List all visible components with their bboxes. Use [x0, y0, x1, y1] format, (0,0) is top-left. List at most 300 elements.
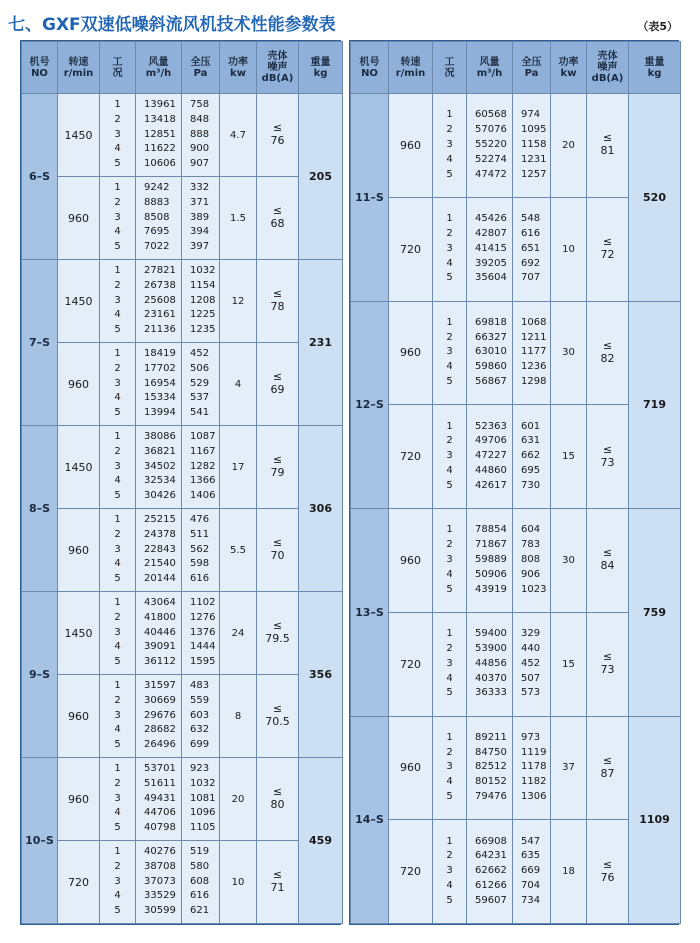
pressure-value: 1225: [190, 309, 216, 321]
airflow-value: 60568: [475, 109, 507, 121]
condition-value: 4: [446, 361, 453, 373]
speed-row: [22, 343, 343, 426]
airflow-value: 21540: [144, 558, 176, 570]
le-symbol: ≤: [272, 370, 283, 383]
header-airflow-line: 风量: [148, 56, 169, 68]
pressure-value: 371: [190, 196, 210, 208]
airflow-value: 39205: [475, 257, 507, 269]
pressure-cell: [182, 509, 220, 592]
airflow-value: 49431: [144, 792, 176, 804]
pressure-value: 547: [521, 835, 541, 847]
header-power-line: 功率: [558, 56, 579, 68]
power-cell: 12: [220, 260, 257, 343]
condition-value: 1: [114, 182, 121, 193]
header-noise-line: 噪声: [597, 62, 618, 73]
noise-value: 69: [270, 383, 285, 396]
weight-cell: 231: [299, 260, 343, 426]
speed-cell: 960: [389, 94, 433, 198]
noise-cell: [257, 675, 299, 758]
condition-value: 3: [114, 626, 121, 638]
header-airflow: [136, 42, 182, 94]
airflow-cell: [136, 841, 182, 924]
le-symbol: ≤: [272, 453, 283, 466]
pressure-value: 452: [521, 657, 541, 669]
airflow-value: 26496: [144, 739, 176, 751]
airflow-value: 23161: [144, 309, 176, 321]
le-symbol: ≤: [602, 546, 613, 560]
airflow-cell: [136, 592, 182, 675]
pressure-value: 608: [190, 875, 210, 887]
airflow-cell: [136, 177, 182, 260]
condition-value: 3: [446, 138, 453, 150]
header-power: [220, 42, 257, 94]
condition-value: 3: [114, 294, 121, 306]
speed-row: [22, 592, 343, 675]
airflow-value: 33529: [144, 890, 176, 902]
header-weight-line: 重量: [644, 56, 665, 68]
noise-cell: [587, 612, 629, 716]
noise-cell: [587, 820, 629, 924]
header-weight-line: 重量: [310, 56, 331, 68]
noise-cell: [587, 301, 629, 405]
airflow-value: 8508: [144, 211, 170, 223]
speed-cell: 1450: [58, 592, 100, 675]
header-noise-line: 壳体: [267, 51, 288, 62]
speed-cell: 960: [58, 509, 100, 592]
header-weight: [299, 42, 343, 94]
speed-row: [22, 675, 343, 758]
condition-value: 5: [114, 324, 121, 336]
airflow-value: 32534: [144, 475, 176, 487]
pressure-value: 621: [190, 905, 210, 917]
condition-value: 1: [446, 835, 453, 847]
pressure-value: 907: [190, 158, 210, 170]
speed-cell: 960: [389, 301, 433, 405]
airflow-value: 36112: [144, 656, 176, 668]
airflow-cell: [136, 260, 182, 343]
condition-value: 2: [114, 113, 121, 125]
pressure-cell: [513, 509, 551, 613]
condition-value: 3: [114, 460, 121, 472]
airflow-value: 27821: [144, 265, 176, 276]
airflow-value: 42807: [475, 227, 507, 239]
pressure-value: 603: [190, 709, 210, 721]
airflow-cell: [467, 820, 513, 924]
pressure-value: 635: [521, 850, 541, 862]
page-title: 七、GXF双速低噪斜流风机技术性能参数表: [8, 15, 336, 35]
power-cell: 15: [551, 405, 587, 509]
noise-cell: [587, 716, 629, 820]
pressure-value: 974: [521, 109, 541, 121]
condition-value: 2: [446, 850, 453, 862]
condition-value: 3: [114, 377, 121, 389]
condition-value: 2: [446, 539, 453, 551]
pressure-value: 758: [190, 99, 210, 110]
speed-row: [22, 758, 343, 841]
pressure-value: 598: [190, 558, 210, 570]
power-cell: 1.5: [220, 177, 257, 260]
header-weight-line: kg: [647, 67, 662, 79]
header-pressure-line: 全压: [521, 56, 542, 68]
airflow-value: 30669: [144, 694, 176, 706]
condition-value: 5: [114, 656, 121, 668]
header-airflow-line: m³/h: [476, 67, 503, 79]
airflow-value: 28682: [144, 724, 176, 736]
condition-value: 1: [446, 731, 453, 743]
airflow-value: 30426: [144, 490, 176, 502]
condition-value: 3: [114, 709, 121, 721]
le-symbol: ≤: [272, 868, 283, 881]
noise-cell: [257, 426, 299, 509]
airflow-value: 17702: [144, 362, 176, 374]
pressure-value: 1444: [190, 641, 216, 653]
noise-value: 78: [270, 300, 285, 313]
condition-value: 1: [114, 265, 121, 276]
noise-value: 80: [270, 798, 285, 811]
airflow-value: 84750: [475, 746, 507, 758]
pressure-cell: [182, 841, 220, 924]
speed-row: [22, 426, 343, 509]
condition-value: 2: [446, 642, 453, 654]
condition-value: 4: [114, 143, 121, 155]
condition-value: 2: [114, 445, 121, 457]
pressure-cell: [182, 260, 220, 343]
airflow-value: 20144: [144, 573, 176, 585]
noise-value: 73: [600, 663, 615, 677]
pressure-value: 848: [190, 113, 210, 125]
airflow-value: 10606: [144, 158, 176, 170]
condition-value: 1: [114, 846, 121, 857]
condition-cell: [100, 509, 136, 592]
power-cell: 8: [220, 675, 257, 758]
condition-value: 3: [446, 346, 453, 358]
airflow-cell: [136, 94, 182, 177]
airflow-value: 11622: [144, 143, 176, 155]
weight-cell: 356: [299, 592, 343, 758]
condition-value: 3: [446, 450, 453, 462]
condition-value: 3: [114, 792, 121, 804]
noise-cell: [587, 94, 629, 198]
header-model-line: 机号: [359, 56, 380, 68]
le-symbol: ≤: [602, 442, 613, 456]
header-noise-line: dB(A): [591, 73, 624, 84]
condition-value: 5: [446, 791, 453, 803]
condition-value: 4: [114, 558, 121, 570]
airflow-cell: [136, 509, 182, 592]
header-condition-line: 工: [112, 56, 123, 68]
noise-value: 76: [600, 870, 615, 884]
header-speed-line: 转速: [400, 56, 421, 68]
airflow-value: 34502: [144, 460, 176, 472]
header-model-line: NO: [361, 67, 378, 79]
pressure-value: 1231: [521, 153, 547, 165]
pressure-value: 704: [521, 880, 541, 892]
power-cell: 30: [551, 509, 587, 613]
model-cell: 10–S: [22, 758, 58, 924]
le-symbol: ≤: [272, 785, 283, 798]
pressure-value: 1177: [521, 346, 547, 358]
pressure-value: 1102: [190, 597, 216, 608]
airflow-value: 53900: [475, 642, 507, 654]
condition-value: 5: [446, 687, 453, 699]
airflow-value: 40446: [144, 626, 176, 638]
condition-value: 1: [446, 628, 453, 640]
airflow-value: 52274: [475, 153, 507, 165]
airflow-value: 64231: [475, 850, 507, 862]
table-number: （表5）: [637, 20, 678, 33]
airflow-value: 45426: [475, 213, 507, 225]
condition-cell: [433, 716, 467, 820]
noise-value: 70.5: [265, 715, 290, 728]
header-speed-line: r/min: [395, 67, 426, 79]
model-cell: 8–S: [22, 426, 58, 592]
airflow-value: 36821: [144, 445, 176, 457]
pressure-value: 616: [521, 227, 541, 239]
pressure-value: 1095: [521, 124, 547, 136]
airflow-value: 25215: [144, 514, 176, 525]
header-condition-line: 况: [444, 67, 455, 79]
header-power: [551, 42, 587, 94]
le-symbol: ≤: [602, 235, 613, 249]
pressure-value: 559: [190, 694, 210, 706]
condition-value: 2: [114, 777, 121, 789]
pressure-value: 507: [521, 672, 541, 684]
noise-cell: [257, 592, 299, 675]
airflow-value: 40276: [144, 846, 176, 857]
airflow-value: 8883: [144, 196, 170, 208]
airflow-value: 13418: [144, 113, 176, 125]
speed-cell: 960: [58, 343, 100, 426]
pressure-cell: [513, 612, 551, 716]
header-noise-line: 噪声: [267, 62, 288, 73]
airflow-cell: [467, 405, 513, 509]
airflow-value: 13961: [144, 99, 176, 110]
condition-cell: [433, 405, 467, 509]
pressure-value: 1595: [190, 656, 216, 668]
condition-value: 5: [114, 822, 121, 834]
weight-cell: 719: [629, 301, 681, 509]
condition-value: 2: [446, 331, 453, 343]
pressure-value: 1081: [190, 792, 216, 804]
airflow-value: 29676: [144, 709, 176, 721]
airflow-value: 50906: [475, 568, 507, 580]
le-symbol: ≤: [602, 338, 613, 352]
header-airflow-line: m³/h: [145, 67, 172, 79]
condition-value: 1: [114, 431, 121, 442]
condition-value: 4: [114, 807, 121, 819]
header-pressure: [182, 42, 220, 94]
header-model: [22, 42, 58, 94]
condition-value: 2: [446, 227, 453, 239]
pressure-value: 1257: [521, 168, 547, 180]
pressure-value: 1208: [190, 294, 216, 306]
airflow-value: 43064: [144, 597, 176, 608]
airflow-value: 56867: [475, 376, 507, 388]
airflow-value: 51611: [144, 777, 176, 789]
airflow-value: 36333: [475, 687, 507, 699]
pressure-value: 562: [190, 543, 210, 555]
condition-value: 3: [446, 242, 453, 254]
weight-cell: 520: [629, 94, 681, 302]
speed-row: [351, 94, 681, 198]
condition-value: 5: [446, 272, 453, 284]
condition-value: 5: [114, 739, 121, 751]
airflow-value: 40798: [144, 822, 176, 834]
pressure-value: 601: [521, 420, 541, 432]
condition-value: 1: [446, 109, 453, 121]
airflow-value: 38708: [144, 860, 176, 872]
header-condition: [433, 42, 467, 94]
condition-value: 5: [114, 905, 121, 917]
condition-cell: [100, 592, 136, 675]
pressure-value: 394: [190, 226, 210, 238]
condition-value: 2: [446, 746, 453, 758]
pressure-value: 1087: [190, 431, 216, 442]
speed-cell: 960: [389, 509, 433, 613]
pressure-value: 1211: [521, 331, 547, 343]
condition-cell: [100, 841, 136, 924]
condition-cell: [100, 758, 136, 841]
pressure-value: 452: [190, 348, 210, 359]
airflow-value: 39091: [144, 641, 176, 653]
airflow-value: 42617: [475, 479, 507, 491]
le-symbol: ≤: [602, 857, 613, 871]
condition-cell: [100, 260, 136, 343]
condition-value: 4: [114, 309, 121, 321]
pressure-value: 631: [521, 435, 541, 447]
header-weight-line: kg: [313, 67, 328, 79]
noise-cell: [257, 509, 299, 592]
model-cell: 13–S: [351, 509, 389, 717]
header-speed-line: r/min: [63, 67, 94, 79]
pressure-value: 529: [190, 377, 210, 389]
condition-value: 3: [446, 657, 453, 669]
airflow-value: 80152: [475, 776, 507, 788]
airflow-value: 57076: [475, 124, 507, 136]
condition-value: 1: [114, 514, 121, 525]
airflow-cell: [467, 509, 513, 613]
weight-cell: 205: [299, 94, 343, 260]
speed-cell: 960: [389, 716, 433, 820]
header-speed: [58, 42, 100, 94]
condition-value: 5: [114, 490, 121, 502]
le-symbol: ≤: [602, 650, 613, 664]
weight-cell: 306: [299, 426, 343, 592]
pressure-value: 1178: [521, 761, 547, 773]
model-cell: 14–S: [351, 716, 389, 924]
airflow-value: 31597: [144, 680, 176, 691]
airflow-value: 25608: [144, 294, 176, 306]
pressure-value: 397: [190, 241, 210, 253]
pressure-value: 1182: [521, 776, 547, 788]
speed-cell: 960: [58, 675, 100, 758]
airflow-value: 7022: [144, 241, 170, 253]
le-symbol: ≤: [272, 287, 283, 300]
speed-row: [351, 301, 681, 405]
header-model-line: 机号: [29, 56, 50, 68]
airflow-cell: [136, 758, 182, 841]
condition-value: 1: [114, 99, 121, 110]
airflow-value: 43919: [475, 583, 507, 595]
speed-cell: 720: [389, 197, 433, 301]
condition-cell: [433, 94, 467, 198]
pressure-cell: [513, 301, 551, 405]
pressure-value: 662: [521, 450, 541, 462]
airflow-value: 53701: [144, 763, 176, 774]
speed-cell: 1450: [58, 94, 100, 177]
pressure-value: 1096: [190, 807, 216, 819]
weight-cell: 459: [299, 758, 343, 924]
airflow-value: 59889: [475, 553, 507, 565]
condition-cell: [100, 177, 136, 260]
weight-cell: 759: [629, 509, 681, 717]
airflow-value: 7695: [144, 226, 170, 238]
pressure-value: 1236: [521, 361, 547, 373]
noise-cell: [257, 177, 299, 260]
airflow-value: 12851: [144, 128, 176, 140]
pressure-value: 476: [190, 514, 210, 525]
pressure-cell: [513, 405, 551, 509]
noise-cell: [257, 758, 299, 841]
noise-value: 87: [600, 766, 615, 780]
pressure-value: 541: [190, 407, 210, 419]
pressure-value: 1032: [190, 265, 216, 276]
speed-row: [22, 94, 343, 177]
airflow-cell: [136, 343, 182, 426]
condition-value: 3: [446, 761, 453, 773]
pressure-cell: [182, 592, 220, 675]
condition-value: 5: [114, 158, 121, 170]
airflow-value: 22843: [144, 543, 176, 555]
condition-value: 5: [114, 241, 121, 253]
condition-value: 4: [114, 392, 121, 404]
noise-value: 76: [270, 134, 285, 147]
condition-value: 4: [446, 568, 453, 580]
pressure-value: 483: [190, 680, 210, 691]
pressure-value: 783: [521, 539, 541, 551]
le-symbol: ≤: [272, 204, 283, 217]
pressure-value: 1235: [190, 324, 216, 336]
le-symbol: ≤: [602, 131, 613, 145]
pressure-value: 1023: [521, 583, 547, 595]
airflow-value: 44860: [475, 465, 507, 477]
header-speed: [389, 42, 433, 94]
noise-cell: [257, 94, 299, 177]
speed-row: [351, 716, 681, 820]
airflow-value: 79476: [475, 791, 507, 803]
condition-value: 4: [114, 641, 121, 653]
condition-value: 1: [114, 763, 121, 774]
condition-value: 4: [114, 724, 121, 736]
power-cell: 17: [220, 426, 257, 509]
airflow-value: 30599: [144, 905, 176, 917]
condition-cell: [433, 820, 467, 924]
airflow-cell: [136, 675, 182, 758]
airflow-value: 9242: [144, 182, 170, 193]
header-weight: [629, 42, 681, 94]
pressure-value: 580: [190, 860, 210, 872]
noise-value: 68: [270, 217, 285, 230]
condition-value: 4: [446, 776, 453, 788]
airflow-value: 37073: [144, 875, 176, 887]
power-cell: 20: [551, 94, 587, 198]
model-cell: 7–S: [22, 260, 58, 426]
speed-cell: 720: [389, 612, 433, 716]
header-power-line: kw: [560, 67, 577, 79]
airflow-value: 89211: [475, 731, 507, 743]
pressure-value: 548: [521, 213, 541, 225]
condition-value: 1: [114, 348, 121, 359]
